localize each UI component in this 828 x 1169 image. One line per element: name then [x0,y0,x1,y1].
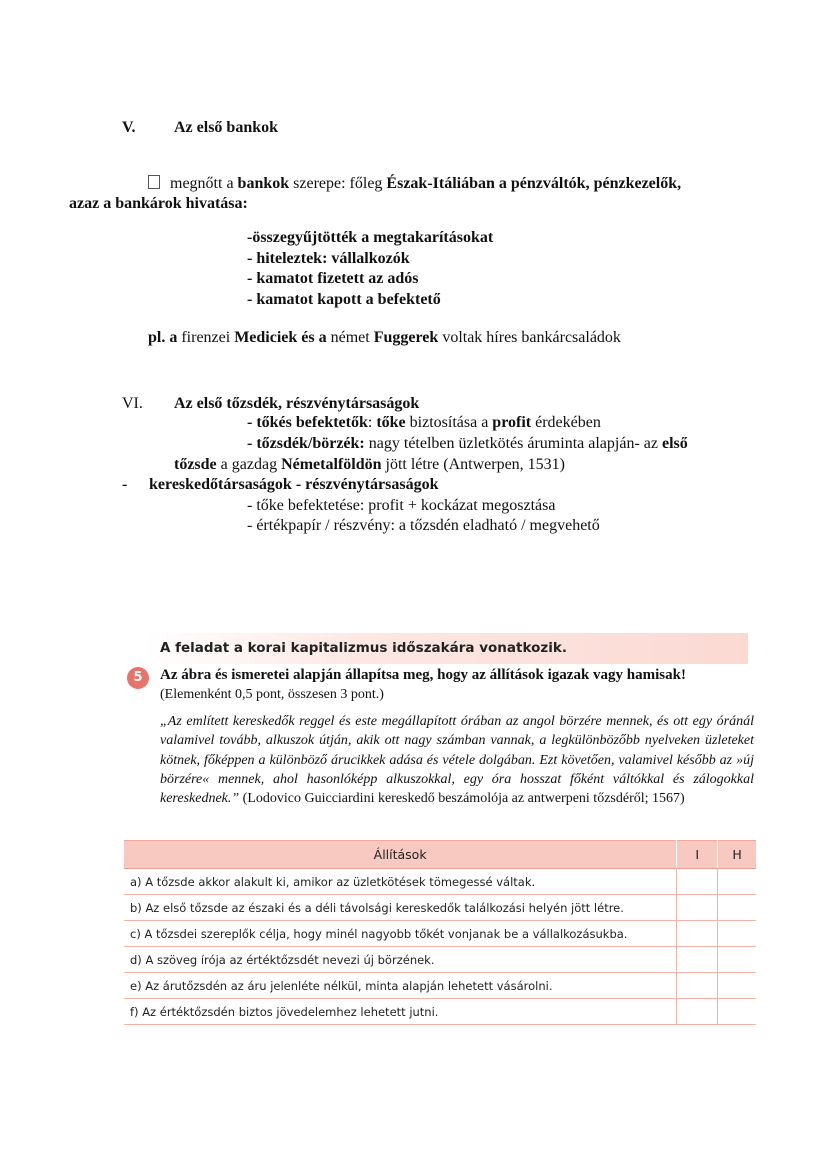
section-5-bullet-list [247,228,493,310]
section-6-line-3: tőzsde a gazdag Németalföldön jött létre (Antwerpen, 1531) [174,456,565,473]
true-answer-cell[interactable] [677,895,718,921]
section-6-line-1: - tőkés befektetők: tőke biztosítása a profit érdekében [247,414,601,431]
statement-cell: e) Az árutőzsdén az áru jelenléte nélkül, minta alapján lehetett vásárolni. [124,973,677,999]
section-5-paragraph-line-2: azaz a bankárok hivatása: [69,195,248,212]
section-6-title: Az első tőzsdék, részvénytársaságok [174,395,420,412]
section-6-line-5: - tőke befektetése: profit + kockázat megosztása [247,497,556,514]
table-header-row [124,841,756,869]
checkbox-glyph-icon [148,175,160,189]
true-answer-cell[interactable] [677,973,718,999]
task-number-badge: 5 [127,667,149,689]
list-item: - kamatot fizetett az adós [247,270,419,287]
true-answer-cell[interactable] [677,947,718,973]
true-answer-cell[interactable] [677,921,718,947]
section-6-heading [122,395,420,413]
statement-cell: d) A szöveg írója az értéktőzsdét nevezi új börzének. [124,947,677,973]
list-item: - hiteleztek: vállalkozók [247,249,410,267]
header-false: H [718,841,756,869]
quote-text: „Az említett kereskedők reggel és este megállapított órában az angol börzére mennek, és ott egy óránál valamivel tovább, alkuszok útján, akik ott nagy számban vannak, a legkülönbözőbb nyelveken üzleteket kötnek, főképpen a különböző árucikkek adása és vétele dolgában. Ezt követően, valamivel később az »új börzére« mennek, ahol hasonlóképp alkuszokkal, egy óra hosszat főként váltókkal és zálogokkal kereskednek.” [160,714,754,807]
table-row [124,947,756,973]
false-answer-cell[interactable] [718,895,756,921]
section-5-paragraph-line-1: megnőtt a bankok szerepe: főleg Észak-Itáliában a pénzváltók, pénzkezelők, [148,175,681,193]
task-points: (Elemenként 0,5 pont, összesen 3 pont.) [160,687,384,702]
false-answer-cell[interactable] [718,947,756,973]
header-true: I [677,841,718,869]
statement-cell: b) Az első tőzsde az északi és a déli távolsági kereskedők találkozási helyén jött létre. [124,895,677,921]
false-answer-cell[interactable] [718,869,756,895]
statement-cell: c) A tőzsdei szereplők célja, hogy minél nagyobb tőkét vonjanak be a vállalkozásukba. [124,921,677,947]
true-answer-cell[interactable] [677,869,718,895]
section-5-heading [122,119,279,137]
list-item: -összegyűjtötték a megtakarításokat [247,229,494,246]
task-header-text: A feladat a korai kapitalizmus időszakára vonatkozik. [160,640,567,656]
section-6-line-4: - kereskedőtársaságok - részvénytársaságok [122,476,439,493]
task-question: Az ábra és ismeretei alapján állapítsa meg, hogy az állítások igazak vagy hamisak! [160,667,686,683]
section-5-number: V. [122,119,136,136]
table-row [124,999,756,1025]
false-answer-cell[interactable] [718,973,756,999]
false-answer-cell[interactable] [718,999,756,1025]
header-statements: Állítások [124,841,677,869]
table-row [124,895,756,921]
statements-table [124,840,756,1025]
task-quote [160,712,754,808]
statement-cell: f) Az értéktőzsdén biztos jövedelemhez lehetett jutni. [124,999,677,1025]
list-item: - kamatot kapott a befektető [247,290,441,308]
statement-cell: a) A tőzsde akkor alakult ki, amikor az üzletkötések tömegessé váltak. [124,869,677,895]
section-5-example: pl. a firenzei Mediciek és a német Fuggerek voltak híres bankárcsaládok [148,329,621,346]
table-row [124,973,756,999]
true-answer-cell[interactable] [677,999,718,1025]
section-5-title: Az első bankok [174,119,279,136]
section-6-line-2: - tőzsdék/börzék: nagy tételben üzletkötés áruminta alapján- az első [247,435,688,452]
quote-source: (Lodovico Guicciardini kereskedő beszámolója az antwerpeni tőzsdéről; 1567) [239,791,685,807]
section-6-number: VI. [122,395,143,412]
table-row [124,869,756,895]
false-answer-cell[interactable] [718,921,756,947]
table-row [124,921,756,947]
section-6-line-6: - értékpapír / részvény: a tőzsdén eladható / megvehető [247,517,600,534]
